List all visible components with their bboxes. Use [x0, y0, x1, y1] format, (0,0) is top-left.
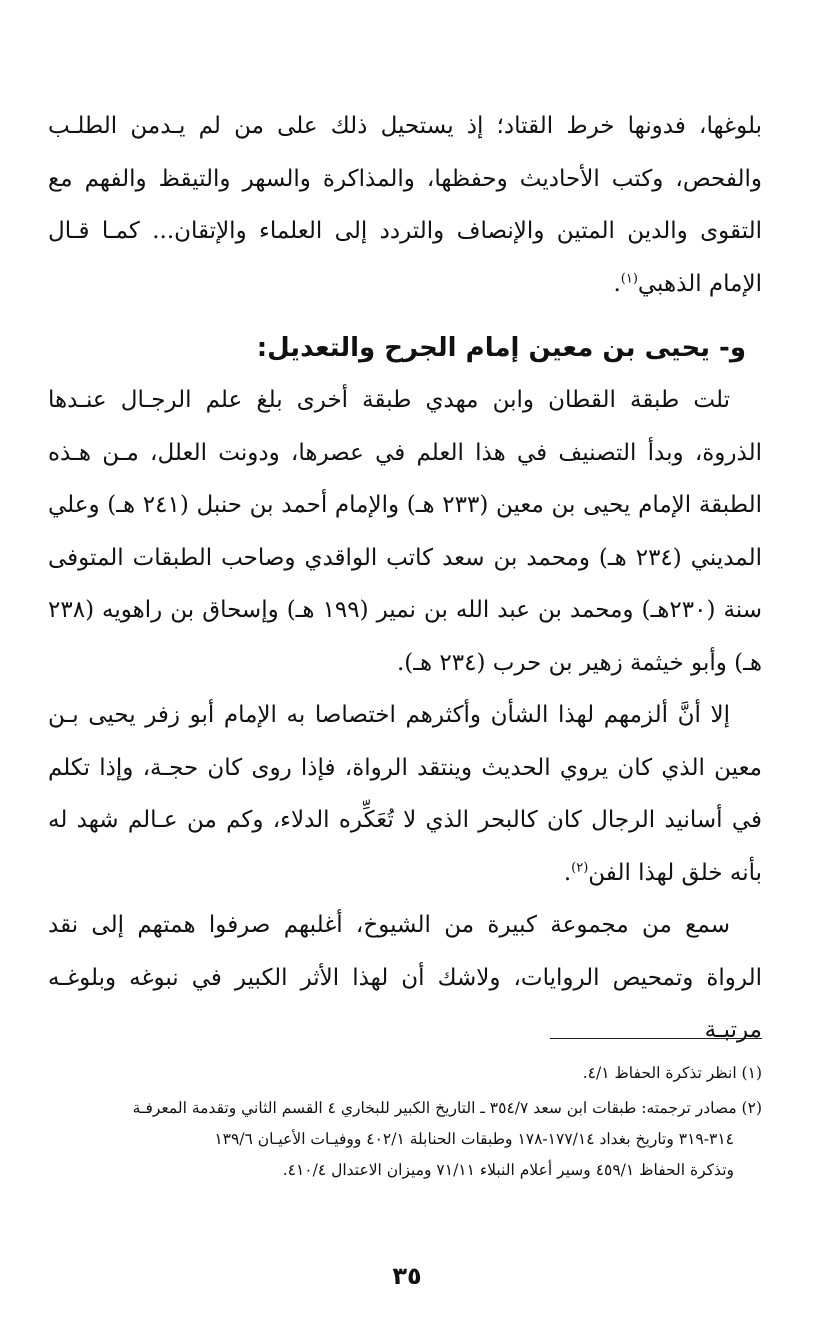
paragraph-teachers: سمع من مجموعة كبيرة من الشيوخ، أغلبهم صرفوا همتهم إلى نقد الرواة وتمحيص الروايات، ولاشك أن لهذا الأثر الكبير في نبوغه وبلوغـه مرتبـة: [48, 912, 762, 1043]
paragraph-text: إلا أنَّ ألزمهم لهذا الشأن وأكثرهم اختصاصا به الإمام أبو زفر يحيى بـن معين الذي كان يروي الحديث وينتقد الرواة، فإذا روى كان حجـة، وإذا تكلم في أسانيد الرجال كان كالبحر الذي لا تُعَكِّره الدلاء، وكم من عـالم شهد له بأنه خلق لهذا الفن: [48, 702, 762, 886]
paragraph-text: بلوغها، فدونها خرط القتاد؛ إذ يستحيل ذلك على من لم يـدمن الطلـب والفحص، وكتب الأحاديث وحفظها، والمذاكرة والسهر والتيقظ والفهم مع التقوى والدين المتين والإنصاف والتردد إلى العلماء والإتقان... كمـا قـال الإمام الذهبي: [48, 113, 762, 297]
footnote-1: (١) انظر تذكرة الحفاظ ٤/١.: [582, 1064, 762, 1082]
paragraph-scholars: تلت طبقة القطان وابن مهدي طبقة أخرى بلغ علم الرجـال عنـدها الذروة، وبدأ التصنيف في هذا العلم في عصرها، ودونت العلل، مـن هـذه الطبقة الإمام يحيى بن معين (٢٣٣ هـ) والإمام أحمد بن حنبل (٢٤١ هـ) وعلي المديني (٢٣٤ هـ) ومحمد بن سعد كاتب الواقدي وصاحب الطبقات المتوفى سنة (٢٣٠هـ) ومحمد بن عبد الله بن نمير (١٩٩ هـ) وإسحاق بن راهويه (٢٣٨ هـ) وأبو خيثمة زهير بن حرب (٢٣٤ هـ).: [48, 387, 762, 676]
paragraph-continuation: [48, 100, 762, 310]
footnote-ref-1[interactable]: (١): [620, 270, 638, 286]
footnote-2-line-1: (٢) مصادر ترجمته: طبقات ابن سعد ٣٥٤/٧ ـ التاريخ الكبير للبخاري ٤ القسم الثاني وتقدمة المعرفـة: [132, 1099, 762, 1117]
footnote-2-line-2: ٣١٤-٣١٩ وتاريخ بغداد ١٧٧/١٤-١٧٨ وطبقات الحنابلة ٤٠٢/١ ووفيـات الأعيـان ١٣٩/٦: [214, 1130, 734, 1148]
paragraph-end: .: [613, 270, 621, 297]
footnote-separator: [550, 1038, 762, 1039]
paragraph-yahya: [48, 689, 762, 899]
footnote-2-line-3: وتذكرة الحفاظ ٤٥٩/١ وسير أعلام النبلاء ٧١/١١ وميزان الاعتدال ٤١٠/٤.: [282, 1161, 734, 1179]
page-number: ٣٥: [392, 1262, 422, 1290]
footnote-2: [48, 1093, 762, 1186]
footnotes: [48, 1058, 762, 1190]
paragraph-end: .: [563, 859, 572, 886]
section-heading: و- يحيى بن معين إمام الجرح والتعديل:: [256, 333, 746, 363]
footnote-ref-2[interactable]: (٢): [571, 859, 589, 875]
page-body: [48, 100, 762, 1057]
